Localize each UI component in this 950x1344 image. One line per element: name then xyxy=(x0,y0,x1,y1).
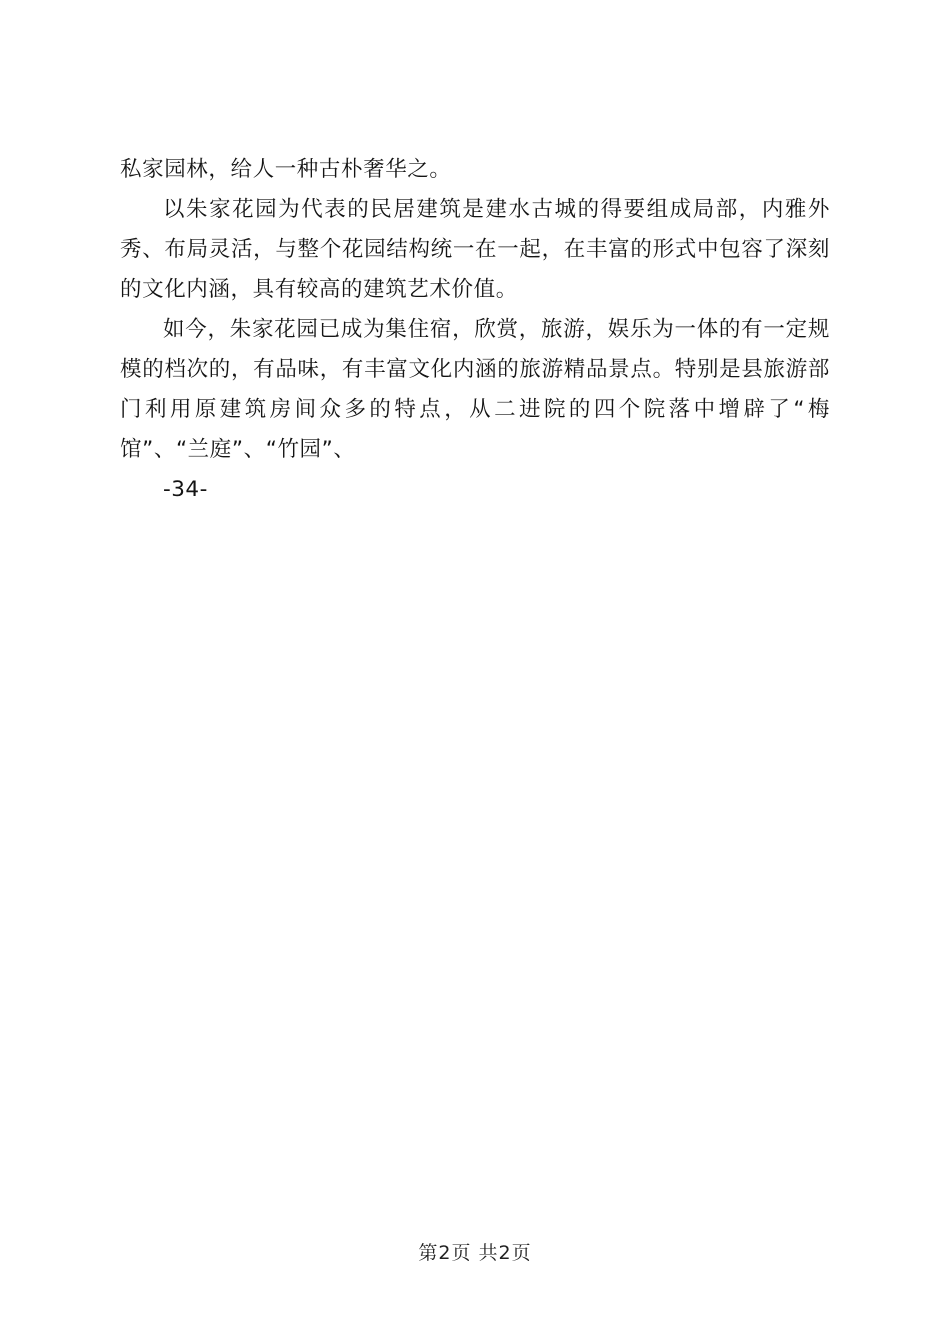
inline-page-marker: -34- xyxy=(163,477,208,502)
paragraph-2: 以朱家花园为代表的民居建筑是建水古城的得要组成局部，内雅外秀、布局灵活，与整个花园结构统一在一起，在丰富的形式中包容了深刻的文化内涵，具有较高的建筑艺术价值。 xyxy=(120,197,830,302)
paragraph-3: 如今，朱家花园已成为集住宿，欣赏，旅游，娱乐为一体的有一定规模的档次的，有品味，有丰富文化内涵的旅游精品景点。特别是县旅游部门利用原建筑房间众多的特点，从二进院的四个院落中增辟了“梅馆”、“兰庭”、“竹园”、 xyxy=(120,317,830,462)
document-text-body xyxy=(120,150,830,510)
page-footer-text: 第2页 共2页 xyxy=(418,1242,532,1264)
paragraph-1: 私家园林，给人一种古朴奢华之。 xyxy=(120,157,452,182)
page-footer xyxy=(0,1238,950,1265)
